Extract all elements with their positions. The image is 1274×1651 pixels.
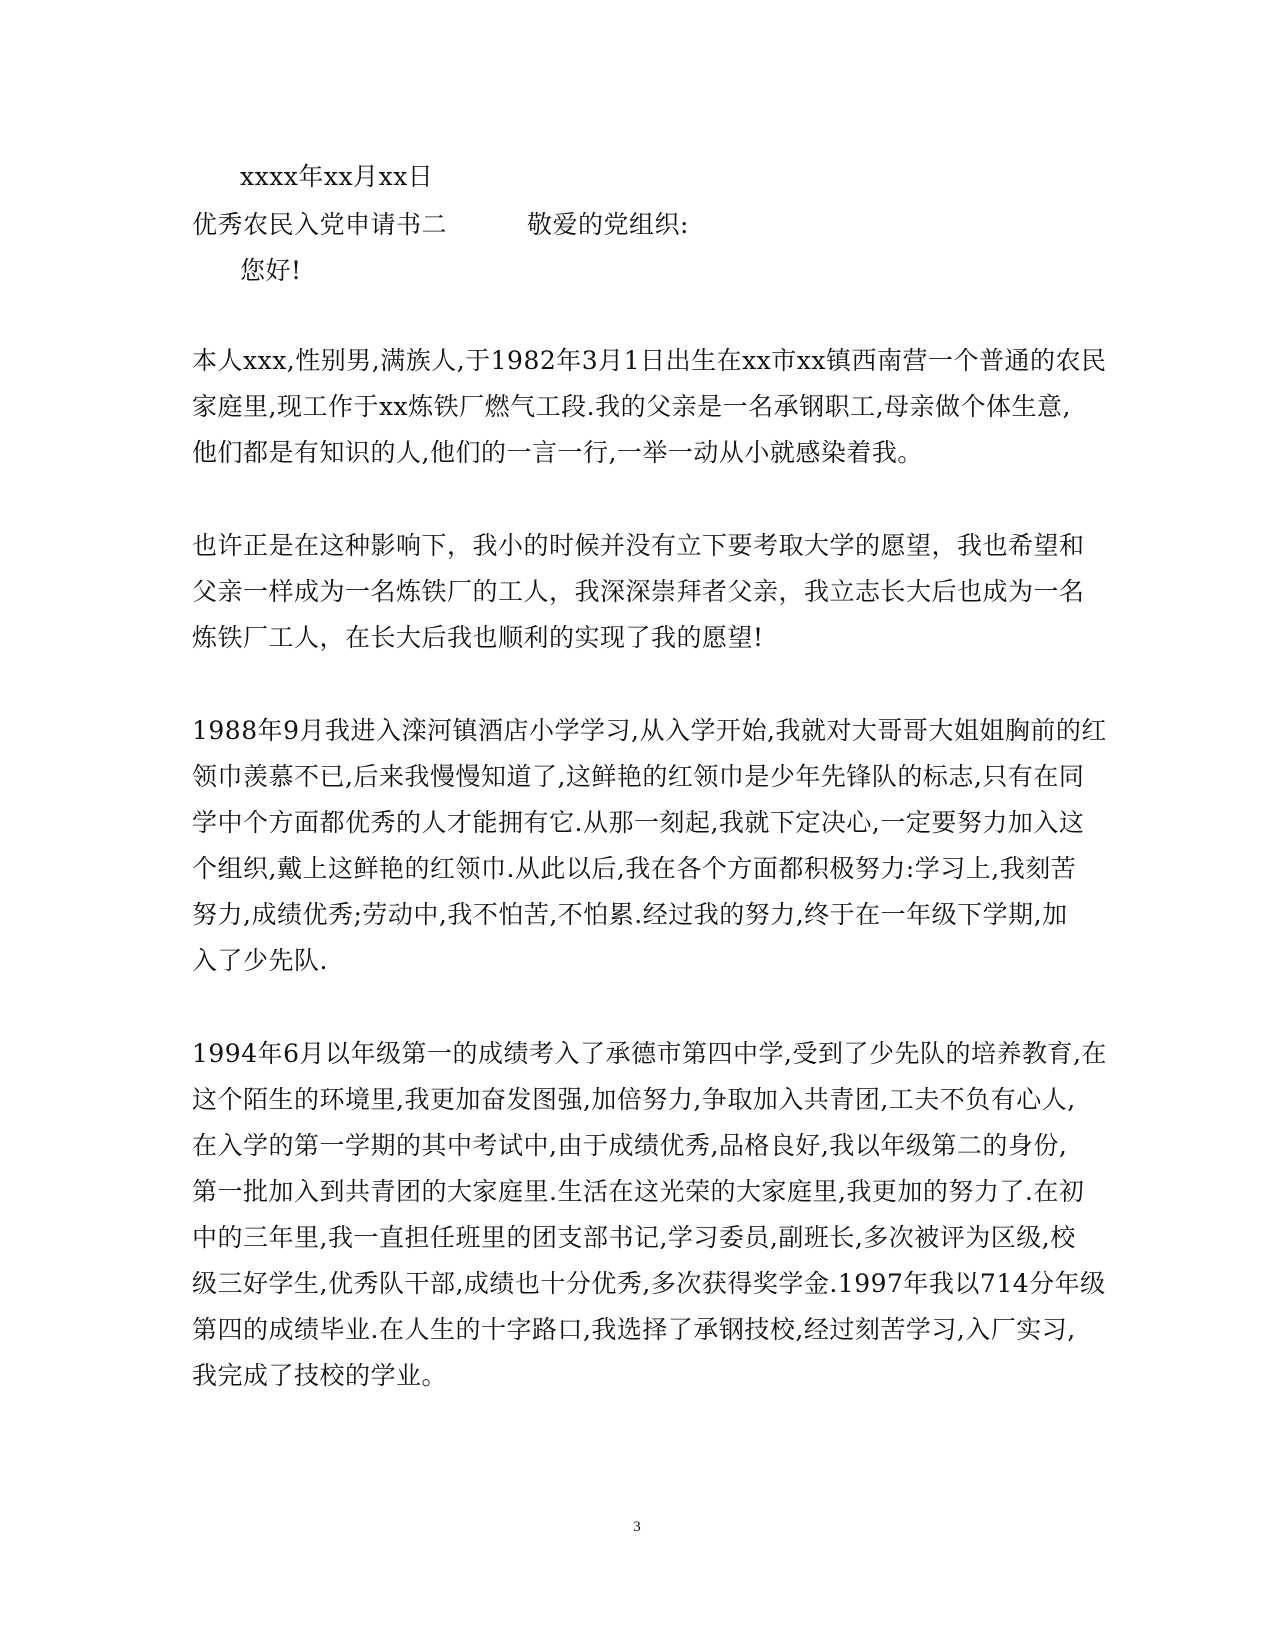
- paragraph-4-line-2: 这个陌生的环境里,我更加奋发图强,加倍努力,争取加入共青团,工夫不负有心人,: [192, 1085, 1076, 1114]
- heading-line: [192, 210, 689, 240]
- paragraph-4-line-8: 我完成了技校的学业。: [192, 1361, 448, 1390]
- paragraph-3-line-1: 1988年9月我进入滦河镇酒店小学学习,从入学开始,我就对大哥哥大姐姐胸前的红: [192, 716, 1107, 745]
- paragraph-2-line-2: 父亲一样成为一名炼铁厂的工人，我深深崇拜者父亲，我立志长大后也成为一名: [192, 577, 1085, 606]
- date-line: xxxx年xx月xx日: [240, 162, 434, 191]
- heading-title: 优秀农民入党申请书二: [192, 210, 448, 239]
- greeting: 您好!: [240, 256, 302, 285]
- paragraph-4-line-1: 1994年6月以年级第一的成绩考入了承德市第四中学,受到了少先队的培养教育,在: [192, 1039, 1107, 1068]
- page-number: 3: [633, 1519, 641, 1535]
- paragraph-3-line-5: 努力,成绩优秀;劳动中,我不怕苦,不怕累.经过我的努力,终于在一年级下学期,加: [192, 900, 1068, 929]
- paragraph-4-line-7: 第四的成绩毕业.在人生的十字路口,我选择了承钢技校,经过刻苦学习,入厂实习,: [192, 1315, 1076, 1344]
- paragraph-3-line-4: 个组织,戴上这鲜艳的红领巾.从此以后,我在各个方面都积极努力:学习上,我刻苦: [192, 854, 1077, 883]
- paragraph-3-line-3: 学中个方面都优秀的人才能拥有它.从那一刻起,我就下定决心,一定要努力加入这: [192, 808, 1085, 837]
- paragraph-3-line-2: 领巾羡慕不已,后来我慢慢知道了,这鲜艳的红领巾是少年先锋队的标志,只有在同: [192, 762, 1085, 791]
- paragraph-1-line-1: 本人xxx,性别男,满族人,于1982年3月1日出生在xx市xx镇西南营一个普通的农民: [192, 346, 1107, 375]
- paragraph-2-line-1: 也许正是在这种影响下，我小的时候并没有立下要考取大学的愿望，我也希望和: [192, 531, 1085, 560]
- salutation: 敬爱的党组织:: [527, 210, 689, 239]
- paragraph-1-line-3: 他们都是有知识的人,他们的一言一行,一举一动从小就感染着我。: [192, 438, 923, 467]
- paragraph-4-line-3: 在入学的第一学期的其中考试中,由于成绩优秀,品格良好,我以年级第二的身份,: [192, 1131, 1068, 1160]
- paragraph-4-line-6: 级三好学生,优秀队干部,成绩也十分优秀,多次获得奖学金.1997年我以714分年级: [192, 1269, 1106, 1298]
- paragraph-4-line-4: 第一批加入到共青团的大家庭里.生活在这光荣的大家庭里,我更加的努力了.在初: [192, 1177, 1085, 1206]
- paragraph-3-line-6: 入了少先队.: [192, 946, 328, 975]
- paragraph-4-line-5: 中的三年里,我一直担任班里的团支部书记,学习委员,副班长,多次被评为区级,校: [192, 1223, 1076, 1252]
- paragraph-2-line-3: 炼铁厂工人，在长大后我也顺利的实现了我的愿望!: [192, 623, 764, 652]
- paragraph-1-line-2: 家庭里,现工作于xx炼铁厂燃气工段.我的父亲是一名承钢职工,母亲做个体生意,: [192, 392, 1071, 421]
